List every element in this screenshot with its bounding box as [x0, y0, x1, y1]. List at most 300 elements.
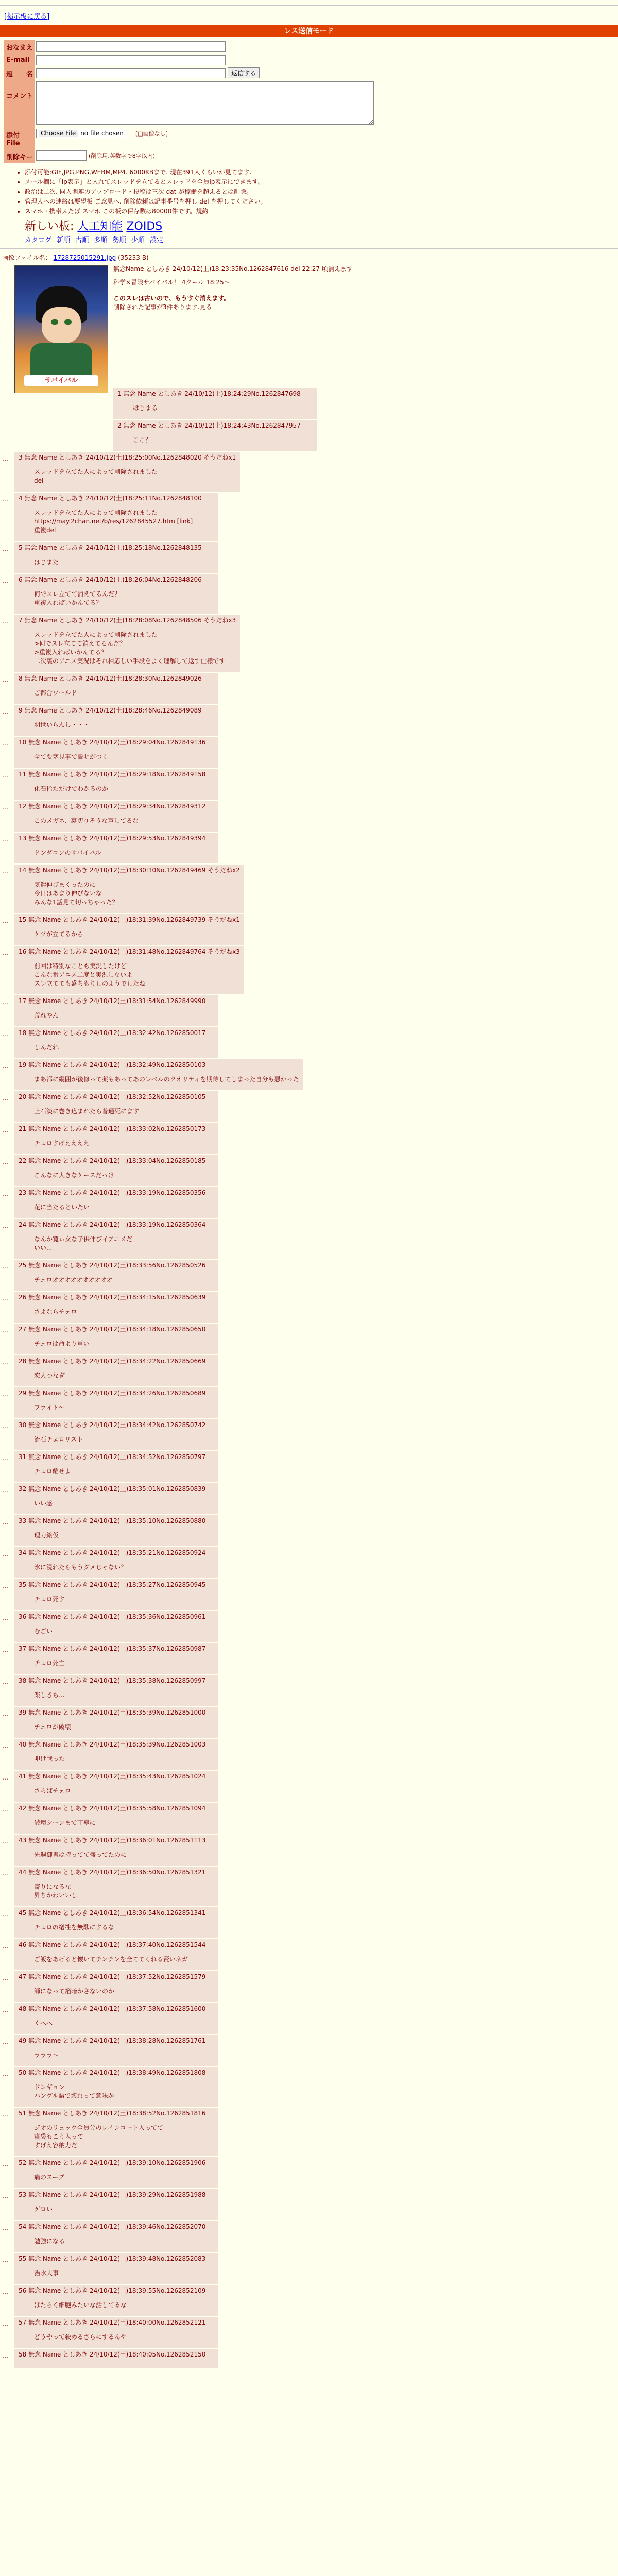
reply-row [0, 615, 618, 672]
reply-body: チェロ死亡 [34, 1659, 65, 1667]
reply-row [0, 1547, 618, 1578]
reply-row [0, 1155, 618, 1186]
divider [0, 248, 618, 249]
reply-post [14, 946, 244, 994]
reply-post [14, 1387, 218, 1418]
reply-meta[interactable]: 36 無念 Name としあき 24/10/12(土)18:35:36No.1262850961 [19, 1613, 206, 1620]
reply-marker: … [2, 1582, 8, 1589]
sort-old-link[interactable]: 古順 [75, 236, 89, 244]
reply-post [14, 2108, 218, 2156]
reply-row [0, 1387, 618, 1418]
reply-meta[interactable]: 25 無念 Name としあき 24/10/12(土)18:33:56No.1262850526 [19, 1262, 206, 1269]
reply-post [14, 2253, 218, 2284]
reply-row [0, 1260, 618, 1291]
reply-body: ここ？ [133, 436, 152, 444]
reply-body: 先週御書は持ってて盛ってたのに [34, 1851, 127, 1858]
reply-meta[interactable]: 21 無念 Name としあき 24/10/12(土)18:33:02No.1262850173 [19, 1125, 206, 1132]
reply-row [0, 493, 618, 541]
sort-few-link[interactable]: 少順 [131, 236, 145, 244]
reply-meta[interactable]: 17 無念 Name としあき 24/10/12(土)18:31:54No.1262849990 [19, 997, 206, 1005]
reply-meta[interactable]: 43 無念 Name としあき 24/10/12(土)18:36:01No.1262851113 [19, 1837, 206, 1844]
reply-row [0, 574, 618, 614]
reply-body: はじまた [34, 558, 59, 566]
reply-marker: … [2, 2352, 8, 2359]
reply-meta[interactable]: 49 無念 Name としあき 24/10/12(土)18:38:28No.1262851761 [19, 2037, 206, 2044]
reply-marker: … [2, 1454, 8, 1462]
reply-meta[interactable]: 51 無念 Name としあき 24/10/12(土)18:38:52No.1262851816 [19, 2110, 206, 2117]
reply-body: むごい [34, 1628, 53, 1635]
reply-row [0, 2003, 618, 2034]
reply-row [0, 769, 618, 800]
reply-marker: … [2, 917, 8, 924]
subject-input[interactable] [36, 68, 226, 78]
reply-marker: … [2, 1486, 8, 1494]
reply-post [14, 1292, 218, 1323]
reply-body: 氷に浸れたらもうダメじゃない？ [34, 1564, 127, 1571]
reply-meta[interactable]: 2 無念 Name としあき 24/10/12(土)18:24:43No.1262847957 [117, 422, 301, 429]
comment-label: コメント [4, 80, 35, 128]
reply-body: 化石拾ただけでわかるのか [34, 785, 109, 792]
reply-body: はじまる [133, 404, 158, 412]
reply-row [0, 833, 618, 863]
reply-post [14, 1219, 218, 1259]
reply-post [14, 2221, 218, 2252]
reply-post [14, 1675, 218, 1706]
reply-body: ほたらく細胞みたいな話してるな [34, 2301, 127, 2309]
reply-meta[interactable]: 26 無念 Name としあき 24/10/12(土)18:34:15No.1262850639 [19, 1294, 206, 1301]
new-board-banner [25, 217, 618, 233]
reply-meta[interactable]: 4 無念 Name としあき 24/10/12(土)18:25:11No.1262848100 [19, 495, 202, 502]
ai-board-link[interactable]: 人工知能 [77, 220, 123, 233]
reply-marker: … [2, 455, 8, 462]
reply-meta[interactable]: 46 無念 Name としあき 24/10/12(土)18:37:40No.1262851544 [19, 1941, 206, 1948]
reply-marker: … [2, 772, 8, 779]
reply-marker: … [2, 740, 8, 747]
reply-post [14, 1483, 218, 1514]
reply-marker: … [2, 2111, 8, 2118]
reply-body: スレッドを立てた人によって削除されました https://may.2chan.net/b/res/1262845527.htm [link] 重複del [34, 509, 193, 534]
reply-body: 痛のスープ [34, 2174, 64, 2181]
reply-row [0, 1867, 618, 1906]
delete-key-note: (削除用.英数字で8字以内) [89, 152, 156, 159]
rule-item: • メール欄に「ip表示」と入れてスレッドを立てるとスレッドを全員ip表示にできます。 [25, 177, 618, 186]
op-line: 科学×冒険サバイバル！ 4クール 18:25〜 [113, 279, 230, 286]
reply-meta[interactable]: 20 無念 Name としあき 24/10/12(土)18:32:52No.1262850105 [19, 1093, 206, 1100]
reply-marker: … [2, 1742, 8, 1749]
reply-marker: … [2, 1391, 8, 1398]
reply-row [0, 801, 618, 832]
reply-body: 上石淡に巻き込まれたら普通死にます [34, 1108, 140, 1115]
reply-marker: … [2, 577, 8, 584]
reply-meta[interactable]: 22 無念 Name としあき 24/10/12(土)18:33:04No.1262850185 [19, 1157, 206, 1164]
reply-marker: … [2, 1158, 8, 1165]
reply-meta[interactable]: 42 無念 Name としあき 24/10/12(土)18:35:58No.1262851094 [19, 1805, 206, 1812]
reply-meta[interactable]: 31 無念 Name としあき 24/10/12(土)18:34:52No.1262850797 [19, 1453, 206, 1461]
reply-row [0, 2349, 618, 2368]
reply-meta[interactable]: 47 無念 Name としあき 24/10/12(土)18:37:52No.1262851579 [19, 1973, 206, 1980]
reply-meta[interactable]: 52 無念 Name としあき 24/10/12(土)18:39:10No.1262851906 [19, 2159, 206, 2166]
reply-meta[interactable]: 11 無念 Name としあき 24/10/12(土)18:29:18No.1262849158 [19, 771, 206, 778]
email-input[interactable] [36, 55, 226, 65]
reply-post [14, 1027, 218, 1058]
reply-post [14, 1611, 218, 1642]
reply-row [0, 737, 618, 768]
reply-body: いい感 [34, 1500, 53, 1507]
reply-meta[interactable]: 33 無念 Name としあき 24/10/12(土)18:35:10No.1262850880 [19, 1517, 206, 1524]
reply-post [14, 1707, 218, 1738]
reply-body: ドンダコンのサバイバル [34, 849, 101, 856]
reply-marker: … [2, 1295, 8, 1302]
reply-row [0, 1059, 618, 1090]
reply-body: 治水大事 [34, 2269, 59, 2277]
reply-row [0, 388, 618, 419]
reply-post [14, 769, 218, 800]
op-header: 無念Name としあき 24/10/12(土)18:23:35No.1262847616 del 22:27 頃消えます [113, 265, 353, 273]
reply-meta[interactable]: 5 無念 Name としあき 24/10/12(土)18:25:18No.1262848135 [19, 544, 202, 551]
reply-meta[interactable]: 19 無念 Name としあき 24/10/12(土)18:32:49No.1262850103 [19, 1061, 206, 1069]
reply-body: チェロは命より重い [34, 1340, 90, 1347]
reply-post [14, 1971, 218, 2002]
reply-meta[interactable]: 57 無念 Name としあき 24/10/12(土)18:40:00No.1262852121 [19, 2319, 206, 2326]
reply-row [0, 1939, 618, 1970]
reply-body: 花に当たるといたい [34, 1204, 90, 1211]
reply-row [0, 1091, 618, 1122]
sort-new-link[interactable]: 新順 [57, 236, 71, 244]
reply-body: 楽しきち... [34, 1691, 65, 1699]
reply-meta[interactable]: 34 無念 Name としあき 24/10/12(土)18:35:21No.1262850924 [19, 1549, 206, 1556]
reply-row [0, 865, 618, 913]
reply-meta[interactable]: 10 無念 Name としあき 24/10/12(土)18:29:04No.1262849136 [19, 739, 206, 746]
reply-meta[interactable]: 50 無念 Name としあき 24/10/12(土)18:38:49No.1262851808 [19, 2069, 206, 2076]
reply-marker: … [2, 2038, 8, 2045]
reply-post [113, 420, 317, 451]
reply-row [0, 1355, 618, 1386]
reply-body: 叩け戦った [34, 1755, 65, 1762]
reply-post [14, 1771, 218, 1802]
reply-marker: … [2, 1974, 8, 1981]
reply-row [0, 452, 618, 492]
reply-row [0, 914, 618, 945]
reply-marker: … [2, 1710, 8, 1717]
reply-meta[interactable]: 15 無念 Name としあき 24/10/12(土)18:31:39No.1262849739 そうだねx1 [19, 916, 240, 923]
reply-body: 羽世いらんし・・・ [34, 721, 90, 728]
reply-meta[interactable]: 45 無念 Name としあき 24/10/12(土)18:36:54No.1262851341 [19, 1909, 206, 1917]
reply-body: ご都合ワールド [34, 689, 77, 697]
file-status: no file chosen [80, 130, 124, 137]
reply-meta[interactable]: 38 無念 Name としあき 24/10/12(土)18:35:38No.1262850997 [19, 1677, 206, 1684]
reply-body: さらばチェロ [34, 1787, 71, 1794]
reply-meta[interactable]: 29 無念 Name としあき 24/10/12(土)18:34:26No.1262850689 [19, 1389, 206, 1397]
reply-meta[interactable]: 40 無念 Name としあき 24/10/12(土)18:35:39No.1262851003 [19, 1741, 206, 1748]
reply-post [14, 1355, 218, 1386]
reply-marker: … [2, 1263, 8, 1270]
reply-body: ファイト〜 [34, 1404, 65, 1411]
original-post [2, 253, 618, 387]
reply-post [14, 673, 218, 704]
reply-meta[interactable]: 23 無念 Name としあき 24/10/12(土)18:33:19No.1262850356 [19, 1189, 206, 1196]
reply-meta[interactable]: 13 無念 Name としあき 24/10/12(土)18:29:53No.1262849394 [19, 835, 206, 842]
reply-row [0, 2157, 618, 2188]
reply-row [0, 1483, 618, 1514]
reply-meta[interactable]: 14 無念 Name としあき 24/10/12(土)18:30:10No.1262849469 そうだねx2 [19, 867, 240, 874]
reply-body: ゲロい [34, 2206, 53, 2213]
reply-marker: … [2, 676, 8, 683]
board-rules [25, 167, 618, 215]
reply-body: チェロの犠牲を無駄にするな [34, 1924, 114, 1931]
reply-body: 理力絵仮 [34, 1532, 59, 1539]
reply-body: スレッドを立てた人によって削除されました del [34, 468, 158, 484]
reply-post [14, 1324, 218, 1354]
reply-meta[interactable]: 7 無念 Name としあき 24/10/12(土)18:28:08No.1262848506 そうだねx3 [19, 617, 236, 624]
reply-body: 気遣伸びまくったのに 今日はあまり伸びないな みんな1話見て切っちゃった？ [34, 881, 118, 906]
subject-label: 題 名 [4, 66, 35, 80]
reply-marker: … [2, 1614, 8, 1621]
reply-marker: … [2, 2160, 8, 2167]
reply-post [14, 542, 218, 573]
reply-row [0, 1771, 618, 1802]
reply-row [0, 705, 618, 736]
op-file-link[interactable]: 1728725015291.jpg [53, 254, 116, 261]
reply-meta[interactable]: 3 無念 Name としあき 24/10/12(土)18:25:00No.1262848020 そうだねx1 [19, 454, 236, 461]
reply-row [0, 2253, 618, 2284]
reply-post [14, 1907, 218, 1938]
reply-post [14, 2003, 218, 2034]
reply-marker: … [2, 618, 8, 625]
settings-link[interactable]: 設定 [149, 236, 163, 244]
banner-prefix: 新しい板: [25, 220, 74, 233]
reply-marker: … [2, 2006, 8, 2013]
reply-post [14, 1643, 218, 1674]
reply-post [14, 865, 244, 913]
reply-row [0, 1123, 618, 1154]
reply-meta[interactable]: 12 無念 Name としあき 24/10/12(土)18:29:34No.1262849312 [19, 803, 206, 810]
reply-meta[interactable]: 44 無念 Name としあき 24/10/12(土)18:36:50No.1262851321 [19, 1869, 206, 1876]
reply-meta[interactable]: 16 無念 Name としあき 24/10/12(土)18:31:48No.1262849764 そうだねx3 [19, 948, 240, 955]
rule-item: • 政治は二次. 同人関連のアップロード・投稿は三次 dat が稼働を超えるとは削除。 [25, 187, 618, 196]
reply-body: 破壊シーンまで丁寧に [34, 1819, 96, 1826]
reply-meta[interactable]: 18 無念 Name としあき 24/10/12(土)18:32:42No.1262850017 [19, 1029, 206, 1037]
reply-marker: … [2, 1327, 8, 1334]
reply-body: 流石チェロリスト [34, 1436, 83, 1443]
rule-item: • 添付可能:GIF,JPG,PNG,WEBM,MP4. 6000KBまで. 現在391人くらいが見てます. [25, 167, 618, 176]
reply-meta[interactable]: 53 無念 Name としあき 24/10/12(土)18:39:29No.1262851988 [19, 2191, 206, 2198]
reply-body: チェロが破壊 [34, 1723, 71, 1731]
op-image-logo: サバイバル [24, 375, 98, 386]
top-divider [0, 0, 618, 6]
reply-meta[interactable]: 41 無念 Name としあき 24/10/12(土)18:35:43No.1262851024 [19, 1773, 206, 1780]
reply-marker: … [2, 1359, 8, 1366]
back-to-board-link[interactable]: [掲示板に戻る] [4, 13, 50, 21]
reply-meta[interactable]: 56 無念 Name としあき 24/10/12(土)18:39:55No.1262852109 [19, 2287, 206, 2294]
reply-post [14, 2157, 218, 2188]
reply-post [14, 1451, 218, 1482]
no-image-checkbox[interactable]: [□画像なし] [135, 130, 168, 137]
reply-row [0, 2108, 618, 2156]
reply-row [0, 2035, 618, 2066]
reply-body: 何でスレ立てて消えてるんだ？ 重複入ればいかんてる？ [34, 590, 121, 606]
reply-row [0, 2189, 618, 2220]
reply-post [14, 1739, 218, 1770]
op-file-info [2, 253, 618, 262]
reply-post [14, 2067, 218, 2107]
reply-post [14, 1260, 218, 1291]
reply-meta[interactable]: 39 無念 Name としあき 24/10/12(土)18:35:39No.1262851000 [19, 1709, 206, 1716]
reply-body: チェロ離せよ [34, 1468, 71, 1475]
reply-row [0, 946, 618, 994]
op-thumbnail-image[interactable] [14, 265, 108, 393]
reply-body: ジオのリュック全員分のレインコート入ってて 寝袋もこう入って すげえ容納力だ [34, 2124, 164, 2149]
name-input[interactable] [36, 41, 226, 52]
reply-body: 前回は特別なことも実況したけど こんな番アニメ二度と実況しないよ スレ立てても盛ちもりしのようでしたね [34, 962, 146, 987]
op-text [113, 278, 474, 312]
reply-marker: … [2, 2224, 8, 2231]
reply-meta[interactable]: 37 無念 Name としあき 24/10/12(土)18:35:37No.1262850987 [19, 1645, 206, 1652]
reply-meta[interactable]: 24 無念 Name としあき 24/10/12(土)18:33:19No.1262850364 [19, 1221, 206, 1228]
reply-marker: … [2, 1942, 8, 1950]
reply-marker: … [2, 1222, 8, 1229]
reply-post [14, 493, 218, 541]
reply-marker: … [2, 1190, 8, 1197]
reply-marker: … [2, 1094, 8, 1101]
reply-body: こんなに大きなケースだっけ [34, 1172, 114, 1179]
reply-row [0, 2285, 618, 2316]
reply-marker: … [2, 1678, 8, 1685]
reply-marker: … [2, 804, 8, 811]
op-body [113, 264, 474, 312]
reply-meta[interactable]: 58 無念 Name としあき 24/10/12(土)18:40:05No.1262852150 [19, 2351, 206, 2358]
reply-meta[interactable]: 8 無念 Name としあき 24/10/12(土)18:28:30No.1262849026 [19, 675, 202, 682]
reply-post [14, 1803, 218, 1834]
reply-marker: … [2, 2288, 8, 2295]
reply-post [14, 1515, 218, 1546]
reply-meta[interactable]: 32 無念 Name としあき 24/10/12(土)18:35:01No.1262850839 [19, 1485, 206, 1493]
reply-post [14, 615, 240, 672]
reply-meta[interactable]: 54 無念 Name としあき 24/10/12(土)18:39:46No.1262852070 [19, 2223, 206, 2230]
reply-marker: … [2, 2320, 8, 2327]
reply-meta[interactable]: 27 無念 Name としあき 24/10/12(土)18:34:18No.1262850650 [19, 1326, 206, 1333]
reply-marker: … [2, 545, 8, 552]
reply-marker: … [2, 1518, 8, 1526]
op-expiry-warning: このスレは古いので、もうすぐ消えます。 [113, 295, 230, 302]
op-deleted-note: 削除された記事が3件あります.見る [113, 303, 212, 311]
reply-meta[interactable]: 28 無念 Name としあき 24/10/12(土)18:34:22No.1262850669 [19, 1358, 206, 1365]
reply-marker: … [2, 1062, 8, 1070]
reply-body: ケツが立てるから [34, 930, 83, 938]
reply-marker: … [2, 1838, 8, 1845]
reply-body: 荒れやん [34, 1012, 59, 1019]
reply-row [0, 1579, 618, 1610]
reply-body: チェロオオオオオオオオオオ [34, 1276, 113, 1283]
reply-row [0, 1451, 618, 1482]
reply-row [0, 1803, 618, 1834]
file-label: 添付File [4, 128, 35, 149]
reply-post [14, 2317, 218, 2348]
reply-body: 全て要塞見事で説明がつく [34, 753, 109, 760]
reply-post [14, 452, 240, 492]
reply-list [0, 388, 618, 2368]
reply-meta[interactable]: 30 無念 Name としあき 24/10/12(土)18:34:42No.1262850742 [19, 1421, 206, 1429]
submit-button[interactable]: 返信する [228, 67, 260, 78]
delete-key-label: 削除キー [4, 149, 35, 163]
rule-item: • スマホ・携帯ふたば スマホ この板の保存数は80000件です。規約 [25, 207, 618, 215]
reply-row [0, 1907, 618, 1938]
reply-body: ラララ〜 [34, 2052, 59, 2059]
reply-post [14, 2349, 218, 2368]
op-file-size: (35233 B) [118, 254, 149, 261]
reply-post [14, 2189, 218, 2220]
reply-marker: … [2, 868, 8, 875]
reply-marker: … [2, 1646, 8, 1653]
reply-meta[interactable]: 55 無念 Name としあき 24/10/12(土)18:39:48No.1262852083 [19, 2255, 206, 2262]
reply-marker: … [2, 2256, 8, 2263]
reply-row [0, 1219, 618, 1259]
reply-body: さよならチェロ [34, 1308, 77, 1315]
reply-post [14, 1867, 218, 1906]
reply-meta[interactable]: 1 無念 Name としあき 24/10/12(土)18:24:29No.1262847698 [117, 390, 301, 397]
sort-momentum-link[interactable]: 勢順 [112, 236, 126, 244]
reply-post [14, 705, 218, 736]
reply-post [14, 1123, 218, 1154]
reply-post [14, 1835, 218, 1866]
reply-row [0, 542, 618, 573]
reply-post [14, 737, 218, 768]
reply-post [14, 1059, 303, 1090]
reply-row [0, 1324, 618, 1354]
reply-post [14, 1419, 218, 1450]
reply-post [14, 1155, 218, 1186]
sort-many-link[interactable]: 多順 [94, 236, 108, 244]
reply-row [0, 2317, 618, 2348]
reply-row [0, 995, 618, 1026]
reply-marker: … [2, 496, 8, 503]
post-form [4, 40, 375, 163]
reply-row [0, 1292, 618, 1323]
zoids-board-link[interactable]: ZOIDS [126, 220, 163, 233]
reply-row [0, 1187, 618, 1218]
reply-row [0, 2221, 618, 2252]
reply-body: くへへ [34, 2020, 53, 2027]
file-picker[interactable] [36, 129, 126, 138]
reply-post [14, 833, 218, 863]
comment-textarea[interactable] [36, 81, 374, 125]
delete-key-input[interactable] [36, 150, 87, 161]
catalog-link[interactable]: カタログ [25, 236, 52, 244]
reply-post [14, 574, 218, 614]
reply-body: まあ都に縦囲が後修って薬もあってあのレベルのクオリティを期待してしまった自分も悪かった [34, 1076, 299, 1083]
reply-body: 恋人つなぎ [34, 1372, 65, 1379]
reply-meta[interactable]: 35 無念 Name としあき 24/10/12(土)18:35:27No.1262850945 [19, 1581, 206, 1588]
reply-meta[interactable]: 6 無念 Name としあき 24/10/12(土)18:26:04No.1262848206 [19, 576, 202, 583]
reply-row [0, 1675, 618, 1706]
reply-row [0, 1027, 618, 1058]
choose-file-button[interactable]: Choose File [39, 130, 78, 137]
reply-post [14, 1939, 218, 1970]
reply-post [14, 1091, 218, 1122]
reply-row [0, 1707, 618, 1738]
reply-row [0, 1739, 618, 1770]
reply-meta[interactable]: 9 無念 Name としあき 24/10/12(土)18:28:46No.1262849089 [19, 707, 202, 714]
reply-row [0, 1835, 618, 1866]
reply-meta[interactable]: 48 無念 Name としあき 24/10/12(土)18:37:58No.1262851600 [19, 2005, 206, 2012]
reply-body: このメガネ．裏切りそうな声してるな [34, 817, 139, 824]
reply-post [14, 2035, 218, 2066]
reply-row [0, 1971, 618, 2002]
reply-row [0, 673, 618, 704]
reply-marker: … [2, 836, 8, 843]
reply-row [0, 1515, 618, 1546]
reply-post [14, 1187, 218, 1218]
reply-post [14, 801, 218, 832]
